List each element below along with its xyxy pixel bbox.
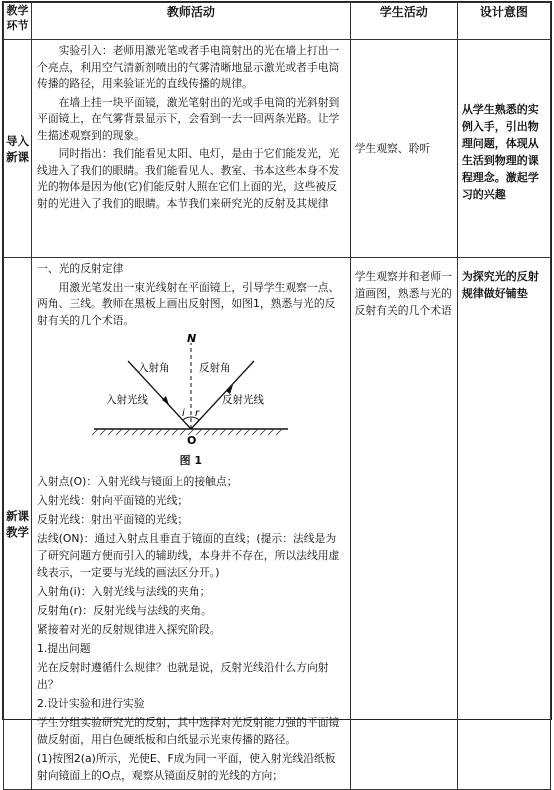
header-student: 学生活动	[350, 3, 457, 40]
newlesson-para-2: 紧接着对光的反射规律进入探究阶段。	[37, 623, 221, 636]
reflect-angle-label: 反射角	[198, 362, 231, 374]
point-label: O	[186, 434, 197, 445]
reflect-ray-label: 反射光线	[221, 394, 264, 406]
incident-angle-label: 入射角	[137, 362, 170, 374]
normal-label: N	[186, 333, 197, 345]
r-label: r	[194, 408, 199, 419]
newlesson-row	[4, 258, 551, 790]
header-row	[4, 3, 551, 40]
intro-para-1: 实验引入：老师用激光笔或者手电筒射出的光在墙上打出一个亮点，利用空气清新剂喷出的气雾清晰地显示激光或者手电筒传播的路径，用来验证光的直线传播的规律。	[37, 44, 340, 90]
newlesson-student-activity	[350, 258, 457, 790]
question-title: 1.提出问题	[37, 642, 91, 655]
header-teacher: 教师活动	[32, 3, 351, 40]
header-design: 设计意图	[457, 3, 550, 40]
newlesson-design-intent	[457, 258, 550, 790]
section-heading: 一、光的反射定律	[37, 262, 124, 275]
intro-para-2: 在墙上挂一块平面镜，激光笔射出的光或手电筒的光斜射到平面镜上，在气雾背景显示下，会看到一去一回两条光路。让学生描述观察到的现象。	[37, 95, 340, 142]
newlesson-stage: 新课教学	[4, 258, 32, 790]
intro-student-text: 学生观察、聆听	[354, 142, 431, 155]
i-label: i	[181, 408, 185, 419]
figure-caption: 图 1	[179, 453, 203, 467]
newlesson-para-1: 用激光笔发出一束光线射在平面镜上，引导学生观察一点、两角、三线。教师在黑板上画出反射图，如图1，熟悉与光的反射有关的几个术语。	[37, 280, 340, 327]
term-normal: 法线(ON)：通过入射点且垂直于镜面的直线；(提示：法线是为了研究问题方便而引入的辅助线，本身并不存在，所以法线用虚线表示，一定要与光线的画法区分开。)	[37, 532, 340, 579]
header-stage: 教学环节	[4, 3, 32, 40]
experiment-title: 2.设计实验和进行实验	[37, 697, 145, 710]
experiment-text: 学生分组实验研究光的反射，其中选择对光反射能力强的平面镜做反射面，用白色硬纸板和白纸显示光束传播的路径。	[37, 716, 340, 746]
intro-student-activity	[350, 40, 457, 258]
newlesson-student-text: 学生观察并和老师一道画图，熟悉与光的反射有关的几个术语	[354, 270, 452, 317]
intro-design-intent	[457, 40, 550, 258]
incident-ray-label: 入射光线	[105, 394, 148, 406]
newlesson-design-text: 为探究光的反射规律做好铺垫	[461, 270, 539, 300]
question-text: 光在反射时遵循什么规律？也就是说，反射光线沿什么方向射出？	[37, 661, 329, 691]
intro-design-text: 从学生熟悉的实例入手，引出物理问题，体现从生活到物理的课程理念。激起学习的兴趣	[461, 102, 539, 201]
newlesson-teacher-activity	[32, 258, 351, 790]
intro-teacher-activity	[32, 40, 351, 258]
reflection-diagram	[37, 333, 345, 451]
term-incident-angle: 入射角(i)：入射光线与法线的夹角；	[37, 585, 211, 598]
term-reflect-angle: 反射角(r)：反射光线与法线的夹角。	[37, 604, 212, 617]
intro-row	[4, 40, 551, 258]
term-reflected-ray: 反射光线：射出平面镜的光线；	[37, 513, 189, 526]
intro-stage: 导入新课	[4, 40, 32, 258]
incident-arrow	[162, 396, 169, 405]
lesson-plan-sheet	[2, 1, 552, 782]
reflection-diagram-svg	[76, 333, 306, 445]
term-incident-point: 入射点(O)：入射光线与镜面上的接触点；	[37, 475, 238, 488]
experiment-step-1: (1)按图2(a)所示，光使E、F成为同一平面，使入射光线沿纸板射向镜面上的O点，观察从镜面反射的光线的方向；	[37, 752, 336, 782]
intro-para-3: 同时指出：我们能看见太阳、电灯，是由于它们能发光，光线进入了我们的眼睛。我们能看见人、教室、书本这些本身不发光的物体是因为他(它)们能反射人照在它们上面的光，这些被反射的光进入了我们的眼睛。本节我们来研究光的反射及其规律	[37, 147, 340, 210]
term-incident-ray: 入射光线：射向平面镜的光线；	[37, 494, 189, 507]
lesson-plan-table	[3, 2, 551, 790]
